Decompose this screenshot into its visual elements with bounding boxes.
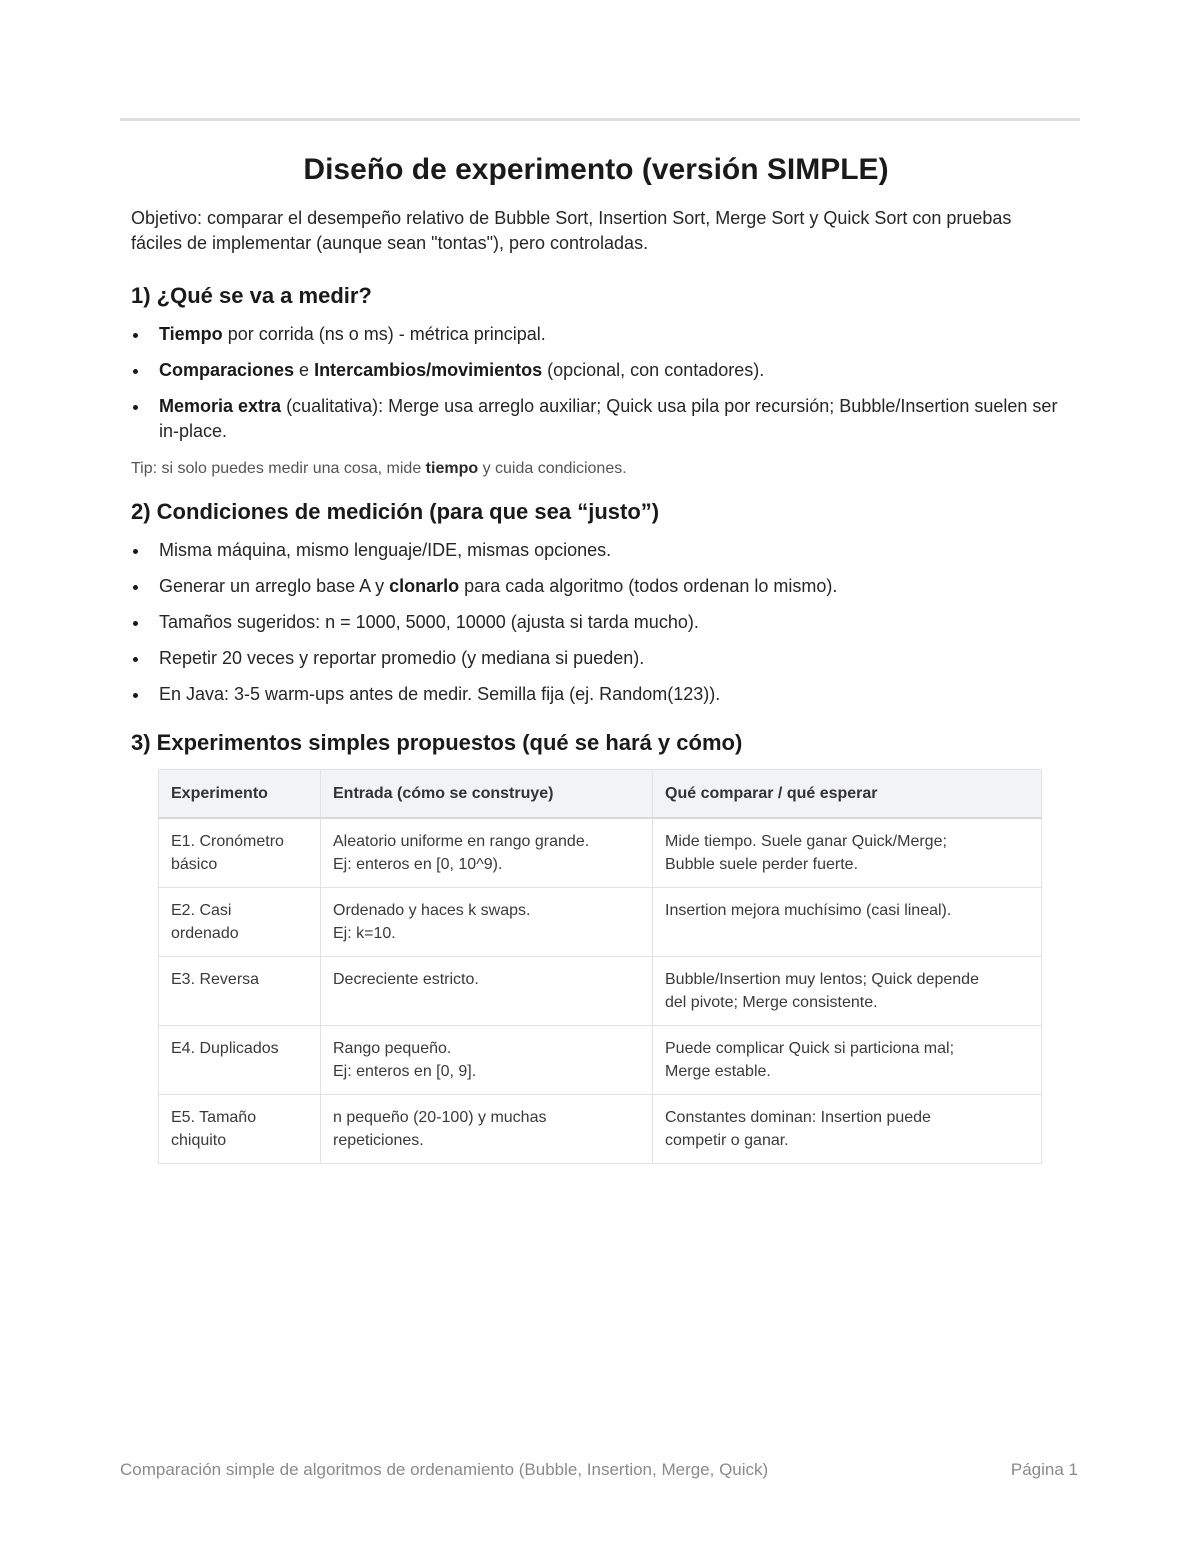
section2-list — [131, 538, 1061, 707]
cell-line: Decreciente estricto. — [333, 971, 479, 988]
bullet-icon — [133, 549, 138, 554]
list-item — [131, 682, 1061, 707]
list-item — [131, 538, 1061, 563]
list-item-text: e — [294, 360, 315, 380]
cell-line: Bubble suele perder fuerte. — [665, 856, 859, 873]
objective-paragraph: Objetivo: comparar el desempeño relativo de Bubble Sort, Insertion Sort, Merge Sort y Quick Sort con pruebas fáciles de implementar (aunque sean "tontas"), pero controladas. — [131, 208, 1012, 253]
experiment-cell — [159, 818, 321, 888]
list-item — [131, 358, 1061, 383]
cell-line: Puede complicar Quick si particiona mal; — [665, 1040, 955, 1057]
experiment-cell — [159, 888, 321, 957]
cell-line: básico — [171, 856, 218, 873]
column-header: Qué comparar / qué esperar — [653, 770, 1042, 819]
section1-heading: 1) ¿Qué se va a medir? — [131, 283, 372, 308]
list-item-text: por corrida (ns o ms) - métrica principal. — [222, 324, 546, 344]
cell-line: Merge estable. — [665, 1063, 771, 1080]
experiments-table — [158, 769, 1042, 1164]
table-row — [159, 818, 1042, 888]
input-cell — [321, 957, 653, 1026]
bullet-icon — [133, 621, 138, 626]
cell-line — [171, 991, 308, 1014]
cell-line: chiquito — [171, 1132, 227, 1149]
tip-text: Tip: si solo puedes medir una cosa, mide — [131, 460, 426, 477]
input-cell — [321, 888, 653, 957]
list-item — [131, 610, 1061, 635]
list-item — [131, 394, 1061, 444]
document-body — [131, 150, 1061, 1164]
column-header: Entrada (cómo se construye) — [321, 770, 653, 819]
section1-list — [131, 322, 1061, 444]
section2-heading: 2) Condiciones de medición (para que sea “justo”) — [131, 499, 660, 524]
bullet-icon — [133, 693, 138, 698]
cell-line: repeticiones. — [333, 1132, 424, 1149]
expect-cell — [653, 957, 1042, 1026]
tip-text: y cuida condiciones. — [478, 460, 627, 477]
cell-line: Ej: k=10. — [333, 925, 396, 942]
bold-term: clonarlo — [389, 576, 460, 596]
section3-heading: 3) Experimentos simples propuestos (qué se hará y cómo) — [131, 730, 743, 755]
cell-line: Ordenado y haces k swaps. — [333, 902, 531, 919]
bullet-icon — [133, 333, 138, 338]
list-item — [131, 322, 1061, 347]
bullet-icon — [133, 657, 138, 662]
header-rule — [120, 118, 1080, 121]
cell-line: Ej: enteros en [0, 10^9). — [333, 856, 503, 873]
cell-line: Insertion mejora muchísimo (casi lineal). — [665, 902, 952, 919]
cell-line: n pequeño (20-100) y muchas — [333, 1109, 547, 1126]
expect-cell — [653, 1026, 1042, 1095]
cell-line: competir o ganar. — [665, 1132, 789, 1149]
cell-line: E5. Tamaño — [171, 1109, 257, 1126]
expect-cell — [653, 888, 1042, 957]
column-header: Experimento — [159, 770, 321, 819]
list-item — [131, 646, 1061, 671]
list-item-text: (opcional, con contadores). — [542, 360, 765, 380]
experiment-cell — [159, 1095, 321, 1164]
input-cell — [321, 1026, 653, 1095]
cell-line: E1. Cronómetro — [171, 833, 284, 850]
list-item-text: Misma máquina, mismo lenguaje/IDE, mismas opciones. — [159, 540, 612, 560]
list-item-text: En Java: 3-5 warm-ups antes de medir. Semilla fija (ej. Random(123)). — [159, 684, 721, 704]
cell-line: Constantes dominan: Insertion puede — [665, 1109, 931, 1126]
footer-title: Comparación simple de algoritmos de ordenamiento (Bubble, Insertion, Merge, Quick) — [120, 1460, 769, 1479]
document-title: Diseño de experimento (versión SIMPLE) — [303, 153, 889, 186]
cell-line: E4. Duplicados — [171, 1040, 279, 1057]
list-item — [131, 574, 1061, 599]
experiment-cell — [159, 1026, 321, 1095]
cell-line: Rango pequeño. — [333, 1040, 452, 1057]
cell-line: del pivote; Merge consistente. — [665, 994, 878, 1011]
experiment-cell — [159, 957, 321, 1026]
bold-term: Comparaciones — [159, 360, 295, 380]
tip-note — [131, 458, 1061, 480]
bullet-icon — [133, 585, 138, 590]
tip-bold: tiempo — [425, 460, 479, 477]
bold-term: Memoria extra — [159, 396, 282, 416]
expect-cell — [653, 1095, 1042, 1164]
table-header-row — [159, 770, 1042, 819]
list-item-text: (cualitativa): Merge usa arreglo auxiliar; Quick usa pila por recursión; Bubble/Insertion suelen ser in-place. — [159, 396, 1058, 441]
bullet-icon — [133, 369, 138, 374]
table-row — [159, 888, 1042, 957]
table-row — [159, 1095, 1042, 1164]
input-cell — [321, 818, 653, 888]
bold-term: Intercambios/movimientos — [314, 360, 543, 380]
cell-line: Ej: enteros en [0, 9]. — [333, 1063, 477, 1080]
bold-term: Tiempo — [159, 324, 223, 344]
page-number: Página 1 — [1010, 1460, 1078, 1479]
list-item-text: Repetir 20 veces y reportar promedio (y mediana si pueden). — [159, 648, 645, 668]
input-cell — [321, 1095, 653, 1164]
list-item-text: para cada algoritmo (todos ordenan lo mismo). — [459, 576, 838, 596]
bullet-icon — [133, 405, 138, 410]
cell-line: E3. Reversa — [171, 971, 260, 988]
cell-line: E2. Casi — [171, 902, 232, 919]
cell-line: Mide tiempo. Suele ganar Quick/Merge; — [665, 833, 947, 850]
list-item-text: Tamaños sugeridos: n = 1000, 5000, 10000 (ajusta si tarda mucho). — [159, 612, 699, 632]
cell-line: ordenado — [171, 925, 239, 942]
expect-cell — [653, 818, 1042, 888]
cell-line: Bubble/Insertion muy lentos; Quick depende — [665, 971, 979, 988]
cell-line: Aleatorio uniforme en rango grande. — [333, 833, 590, 850]
table-row — [159, 957, 1042, 1026]
table-row — [159, 1026, 1042, 1095]
list-item-text: Generar un arreglo base A y — [159, 576, 390, 596]
